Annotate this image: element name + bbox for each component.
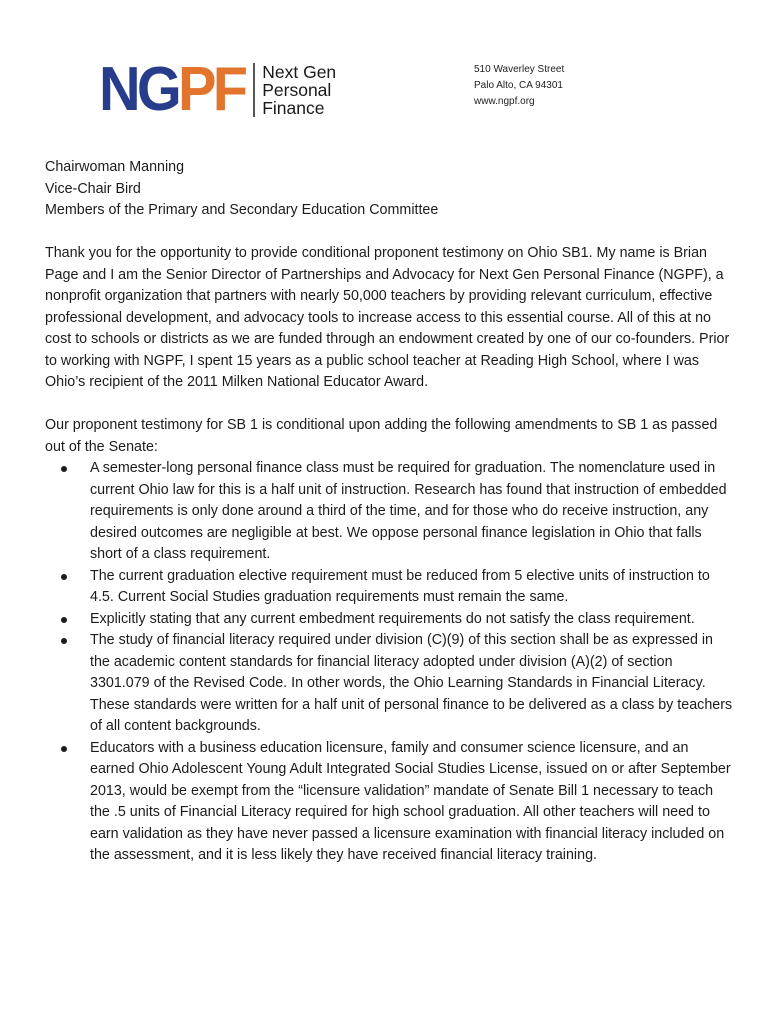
salutation-line: Vice-Chair Bird <box>45 180 141 197</box>
address-street: 510 Waverley Street <box>474 64 565 75</box>
amendments-list <box>45 458 735 867</box>
bullet-icon <box>61 617 67 623</box>
bullet-icon <box>61 574 67 580</box>
amendment-item <box>45 738 735 867</box>
logo-wordmark <box>262 63 336 117</box>
intro-paragraph: Thank you for the opportunity to provide conditional proponent testimony on Ohio SB1. My name is Brian Page and I am the Senior Director of Partnerships and Advocacy for Next Gen Personal Finance (NGPF), a nonprofit organization that partners with nearly 50,000 teachers by providing relevant curriculum, effective professional development, and advocacy tools to increase access to this essential course. All of this at no cost to schools or districts as we are funded through an endowment created by one of our co-founders. Prior to working with NGPF, I spent 15 years as a public school teacher at Reading High School, where I was Ohio’s recipient of the 2011 Milken National Educator Award. <box>45 245 730 390</box>
amendment-item <box>45 458 735 566</box>
salutation <box>45 157 735 222</box>
logo-mark-ng: NG <box>99 55 179 124</box>
conditions-intro: Our proponent testimony for SB 1 is conditional upon adding the following amendments to SB 1 as passed out of the Senate: <box>45 417 718 455</box>
logo-mark <box>99 55 245 124</box>
address-city: Palo Alto, CA 94301 <box>474 80 563 91</box>
bullet-icon <box>61 746 67 752</box>
bullet-icon <box>61 638 67 644</box>
amendment-text: The current graduation elective requirement must be reduced from 5 elective units of instruction to 4.5. Current Social Studies graduation requirements must remain the same. <box>90 567 710 605</box>
logo-word: Personal <box>262 80 332 100</box>
amendment-text: Explicitly stating that any current embedment requirements do not satisfy the class requirement. <box>90 610 695 627</box>
amendment-text: Educators with a business education licensure, family and consumer science licensure, and an earned Ohio Adolescent Young Adult Integrated Social Studies License, issued on or after September 2013, would be exempt from the “licensure validation” mandate of Senate Bill 1 necessary to teach the .5 units of Financial Literacy required for high school graduation. All other teachers will need to earn validation as they have never passed a licensure examination with financial literacy included on the assessment, and it is less likely they have received financial literacy training. <box>90 739 731 863</box>
salutation-line: Chairwoman Manning <box>45 159 185 175</box>
amendment-item <box>45 609 735 631</box>
address-website: www.ngpf.org <box>474 96 535 107</box>
letterhead-address <box>474 62 564 110</box>
salutation-line: Members of the Primary and Secondary Education Committee <box>45 202 439 218</box>
amendment-text: A semester-long personal finance class must be required for graduation. The nomenclature used in current Ohio law for this is a half unit of instruction. Research has found that instruction of embedded requirements is only done around a third of the time, and for those who do receive instruction, any desired outcomes are negligible at best. We oppose personal finance legislation in Ohio that falls short of a class requirement. <box>90 460 727 562</box>
letter-body <box>45 157 735 867</box>
logo-mark-pf: PF <box>178 55 245 124</box>
amendment-item <box>45 566 735 609</box>
amendment-item <box>45 630 735 738</box>
logo-word: Finance <box>262 98 325 118</box>
bullet-icon <box>61 466 67 472</box>
logo-word: Next Gen <box>262 62 337 82</box>
ngpf-logo <box>99 55 337 124</box>
amendment-text: The study of financial literacy required under division (C)(9) of this section shall be as expressed in the academic content standards for financial literacy adopted under division (A)(2) of section 3301.079 of the Revised Code. In other words, the Ohio Learning Standards in Financial Literacy. These standards were written for a half unit of personal finance to be delivered as a class by teachers of all content backgrounds. <box>90 632 733 734</box>
logo-divider <box>253 63 255 117</box>
